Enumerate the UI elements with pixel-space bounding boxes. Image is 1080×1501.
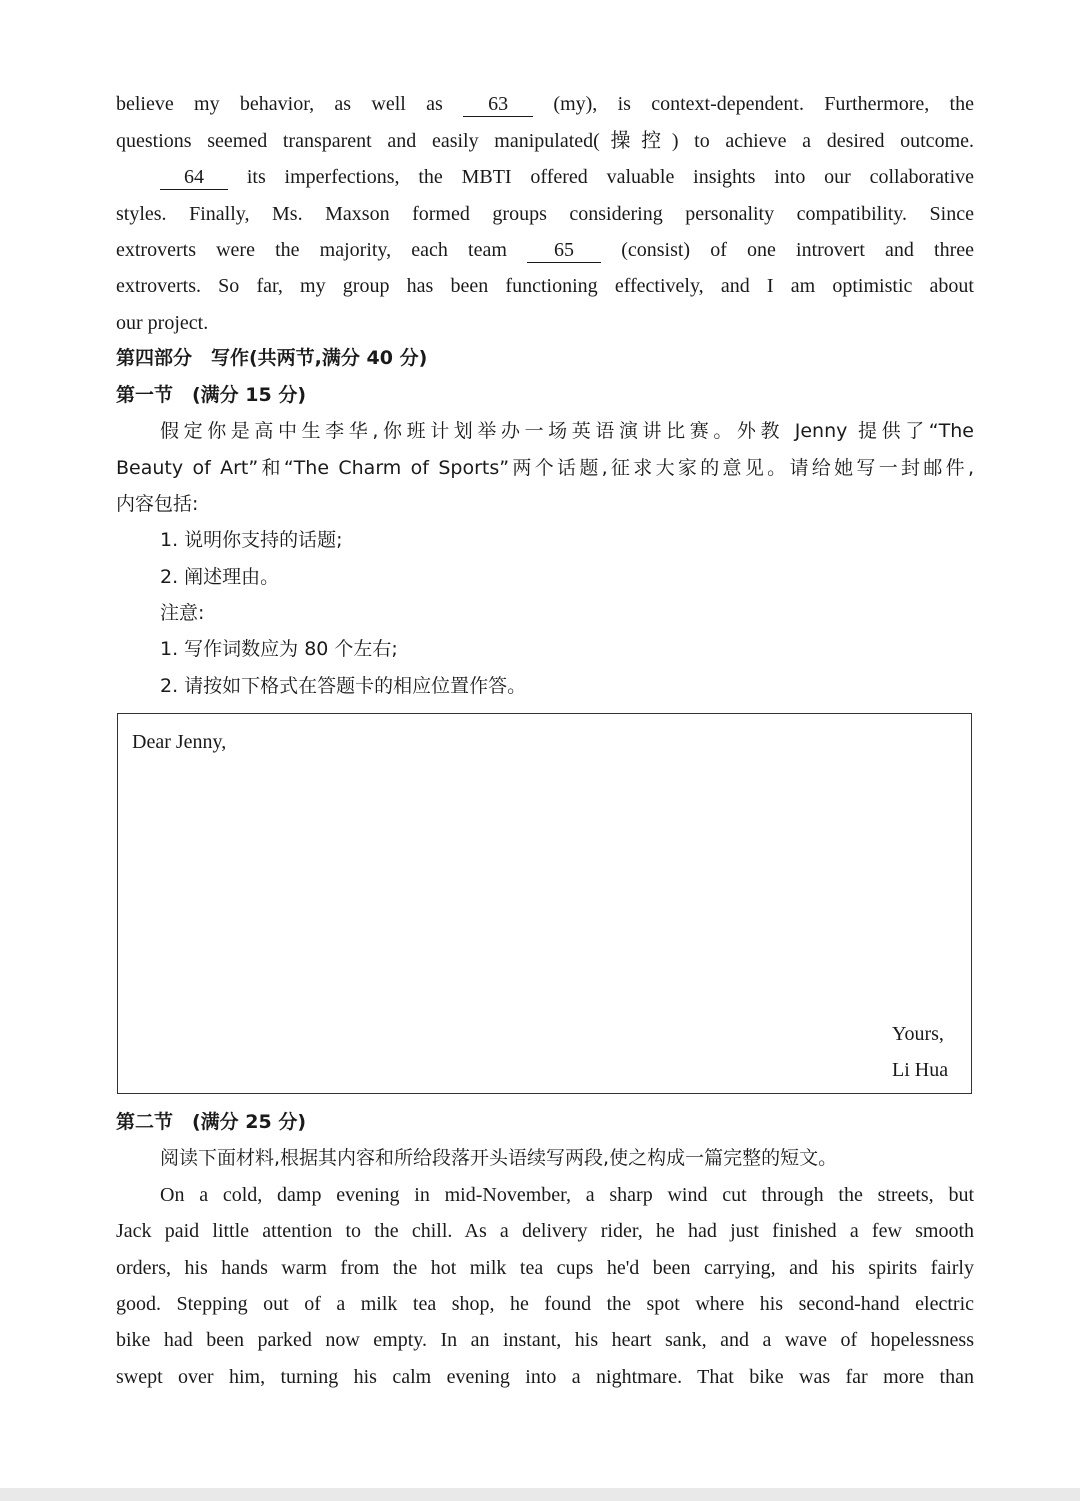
blank-63: 63: [463, 92, 533, 117]
content-item-1: 1. 说明你支持的话题;: [160, 529, 343, 551]
section2-instruction: 阅读下面材料,根据其内容和所给段落开头语续写两段,使之构成一篇完整的短文。: [160, 1147, 838, 1169]
story-line: bike had been parked now empty. In an instant, his heart sank, and a wave of hopelessness: [116, 1329, 974, 1351]
part4-title: 第四部分 写作(共两节,满分 40 分): [116, 347, 428, 369]
prompt-line: 假定你是高中生李华,你班计划举办一场英语演讲比赛。外教 Jenny 提供了“The: [160, 420, 974, 442]
note-item-1: 1. 写作词数应为 80 个左右;: [160, 638, 398, 660]
page-bottom-edge: [0, 1488, 1080, 1501]
content-item-2: 2. 阐述理由。: [160, 566, 280, 588]
passage-text: its imperfections, the MBTI offered valuable insights into our collaborative: [246, 166, 975, 188]
passage-line: questions seemed transparent and easily manipulated(操控) to achieve a desired outcome.: [116, 130, 974, 152]
passage-text: (my), is context-dependent. Furthermore, the: [553, 93, 974, 115]
passage-line: [116, 89, 974, 119]
section2-title: 第二节 (满分 25 分): [116, 1111, 307, 1133]
letter-closing: Yours,: [892, 1023, 944, 1045]
story-line: good. Stepping out of a milk tea shop, he found the spot where his second-hand electric: [116, 1293, 974, 1315]
note-item-2: 2. 请按如下格式在答题卡的相应位置作答。: [160, 675, 527, 697]
section1-title: 第一节 (满分 15 分): [116, 384, 307, 406]
passage-text: (consist) of one introvert and three: [621, 239, 974, 261]
blank-65: 65: [527, 238, 601, 263]
passage-text: believe my behavior, as well as: [116, 93, 443, 115]
story-line: Jack paid little attention to the chill. As a delivery rider, he had just finished a few smooth: [116, 1220, 974, 1242]
passage-line: styles. Finally, Ms. Maxson formed groups considering personality compatibility. Since: [116, 203, 974, 225]
story-line: orders, his hands warm from the hot milk tea cups he'd been carrying, and his spirits fairly: [116, 1257, 974, 1279]
passage-line: our project.: [116, 312, 209, 334]
letter-signature: Li Hua: [892, 1059, 949, 1081]
story-line: On a cold, damp evening in mid-November, a sharp wind cut through the streets, but: [160, 1184, 974, 1206]
passage-line: [160, 162, 974, 192]
letter-greeting: Dear Jenny,: [132, 731, 227, 753]
prompt-line: 内容包括:: [116, 493, 199, 515]
passage-line: extroverts. So far, my group has been functioning effectively, and I am optimistic about: [116, 275, 974, 297]
note-label: 注意:: [160, 602, 205, 624]
passage-text: extroverts were the majority, each team: [116, 239, 507, 261]
letter-format-box: [117, 713, 972, 1094]
blank-64: 64: [160, 165, 228, 190]
passage-line: [116, 235, 974, 265]
prompt-line: Beauty of Art”和“The Charm of Sports”两个话题,征求大家的意见。请给她写一封邮件,: [116, 457, 974, 479]
story-line: swept over him, turning his calm evening into a nightmare. That bike was far more than: [116, 1366, 974, 1388]
